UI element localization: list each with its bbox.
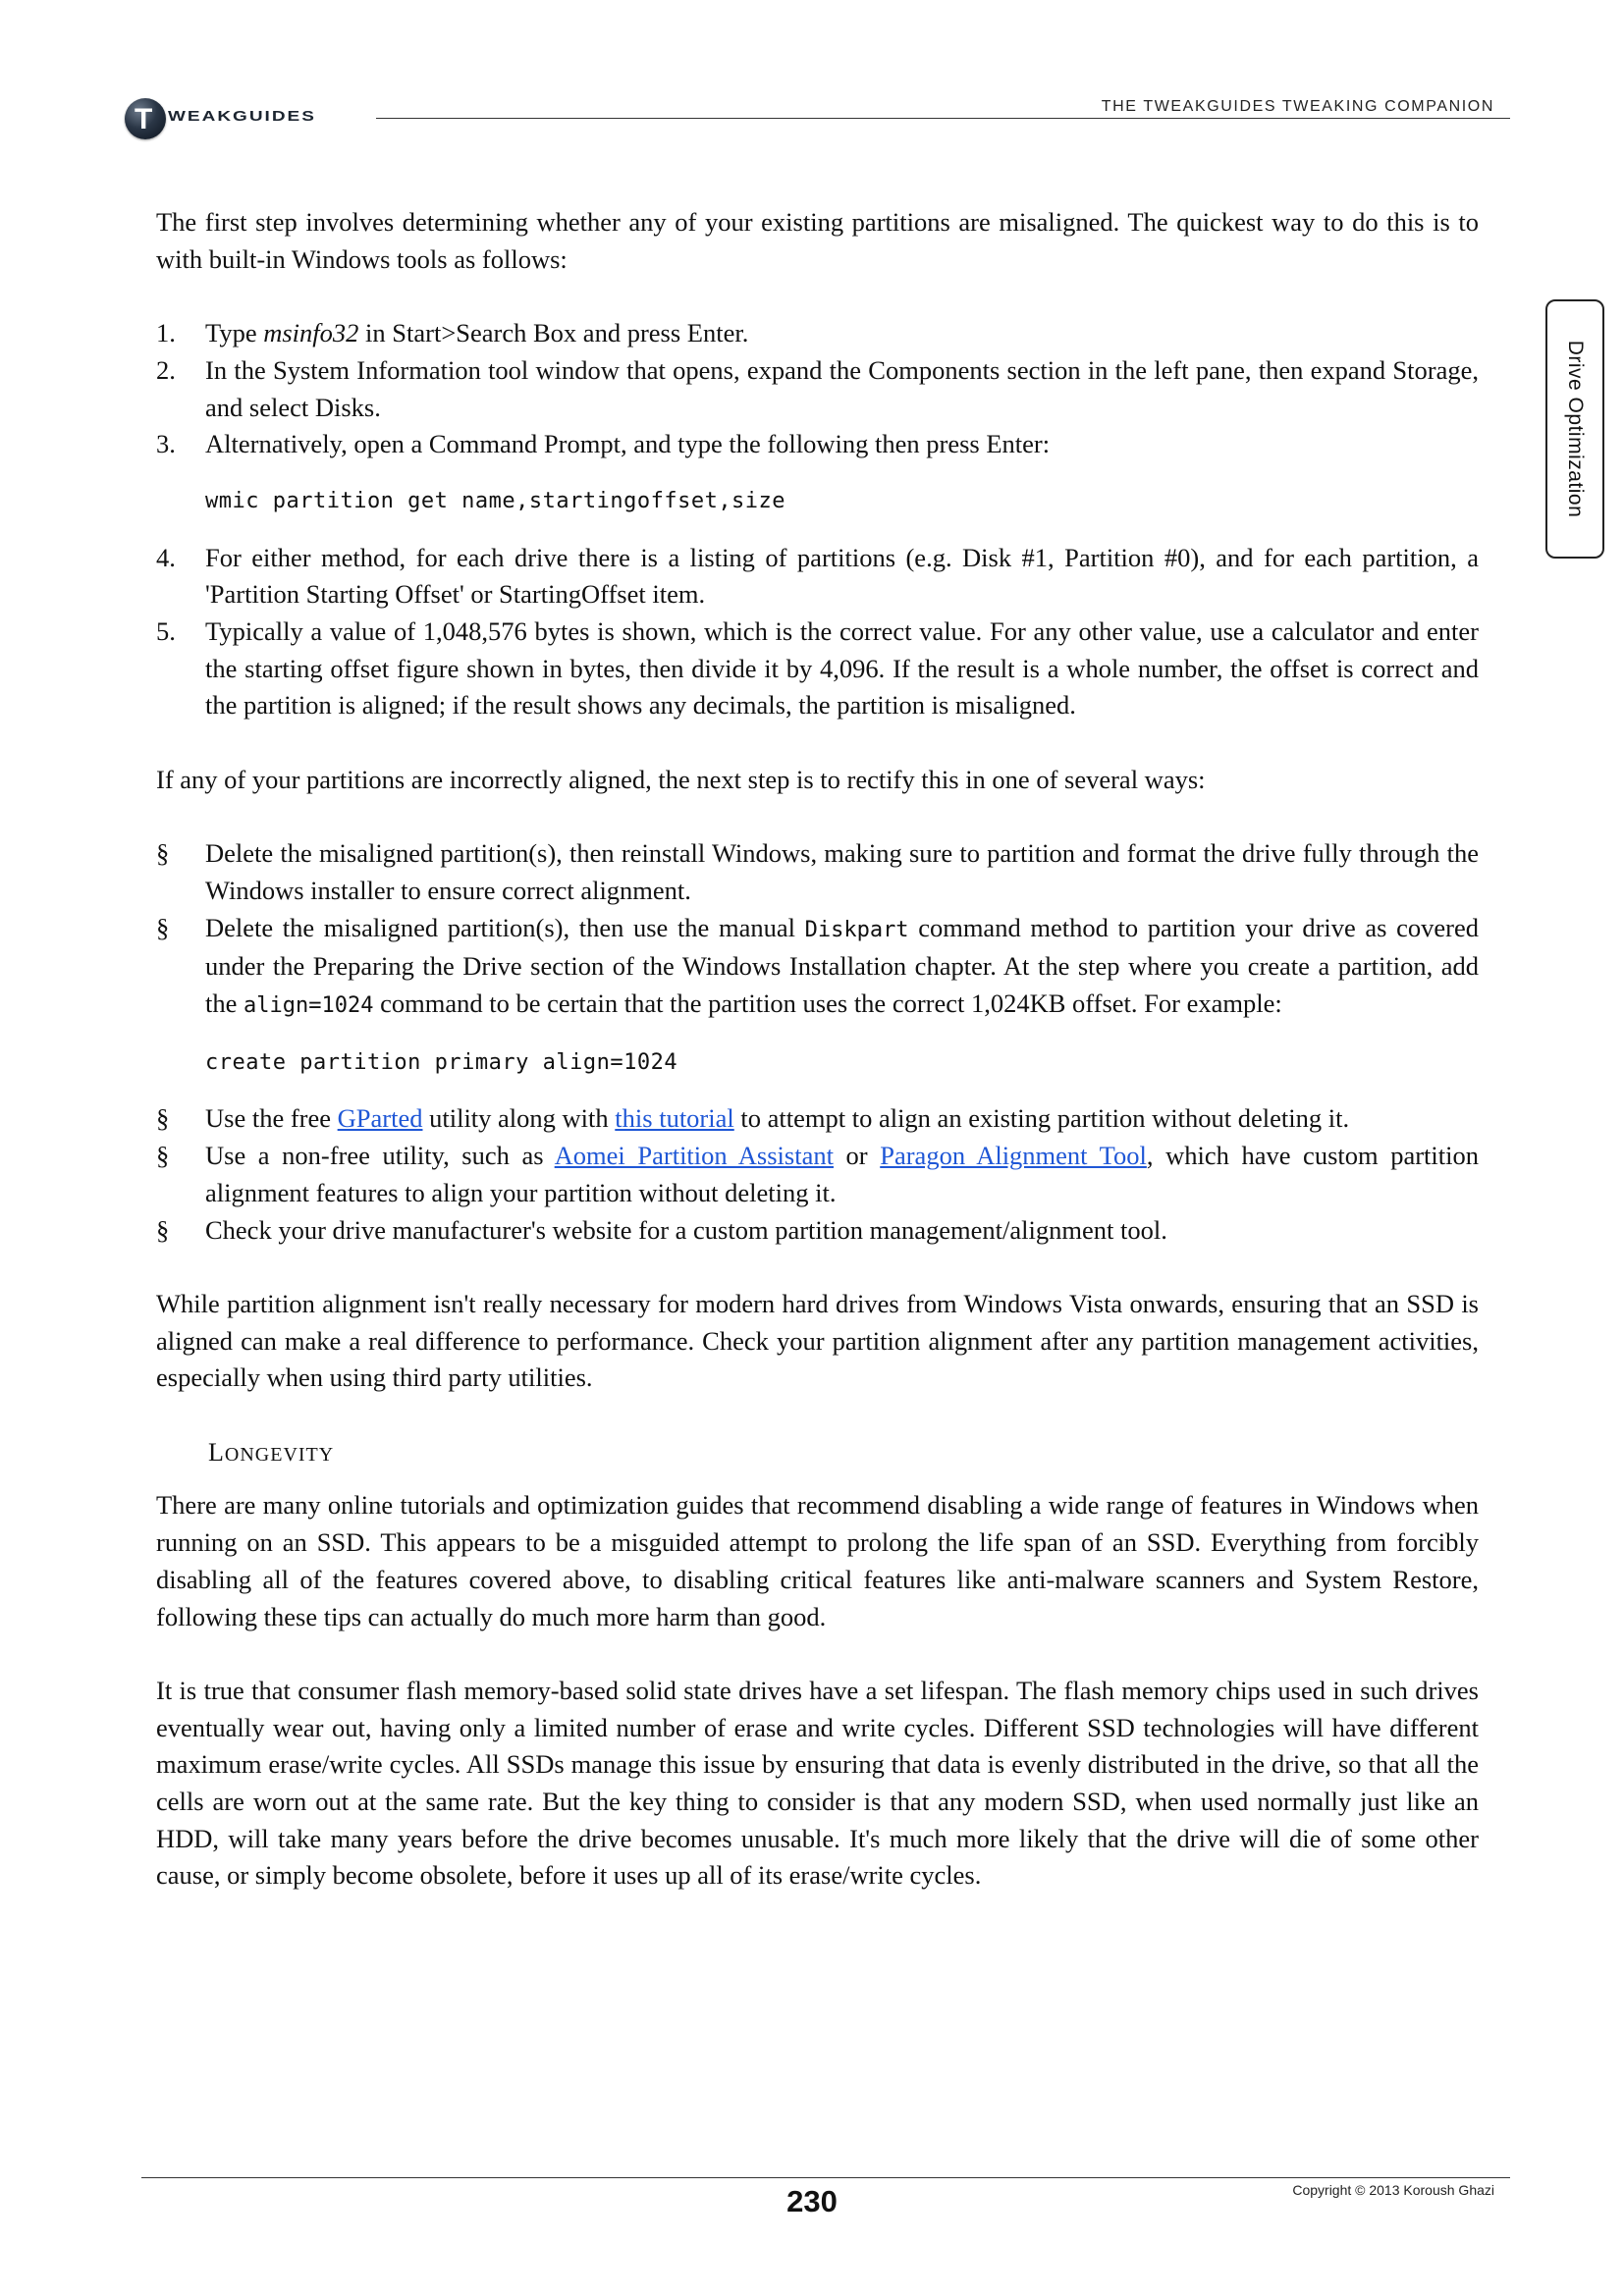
longevity-paragraph-2: It is true that consumer flash memory-based solid state drives have a set lifespan. The flash memory chips used in such drives eventually wear out, having only a limited number of erase and write cycles. Different SSD technologies will have different maximum erase/write cycles. All SSDs manage this issue by ensuring that data is evenly distributed in the drive, so that all the cells are worn out at the same rate. But the key thing to consider is that any modern SSD, when used normally just like an HDD, will take many years before the drive becomes unusable. It's much more likely that the drive will die of some other cause, or simply become obsolete, before it uses up all of its erase/write cycles. (156, 1675, 1479, 1891)
step-item (156, 426, 1479, 463)
logo-text: WEAKGUIDES (168, 108, 316, 125)
bullet-text: Use the free GParted utility along with this tutorial to attempt to align an existing partition without deleting it. (205, 1103, 1350, 1134)
bullet-item (156, 835, 1479, 909)
paragon-link[interactable]: Paragon Alignment Tool (880, 1141, 1147, 1171)
step-text: In the System Information tool window that opens, expand the Components section in the left pane, then expand Storage, and select Disks. (205, 354, 1479, 422)
command-line-wmic: wmic partition get name,startingoffset,size (205, 488, 786, 513)
logo-globe-icon (125, 98, 166, 139)
chapter-side-tab (1545, 299, 1604, 559)
bullet-item (156, 1100, 1479, 1138)
footer-divider (141, 2177, 1510, 2178)
header-divider (376, 118, 1510, 119)
step-number: 5. (156, 616, 176, 647)
gparted-link[interactable]: GParted (337, 1103, 423, 1134)
longevity-paragraph-1: There are many online tutorials and optimization guides that recommend disabling a wide range of features in Windows when running on an SSD. This appears to be a misguided attempt to prolong the life span of an SSD. Everything from forcibly disabling all of the features covered above, to disabling critical features like anti-malware scanners and System Restore, following these tips can actually do much more harm than good. (156, 1490, 1479, 1631)
section-sign-bullet: § (156, 1214, 170, 1245)
bullet-text: Use a non-free utility, such as Aomei Partition Assistant or Paragon Alignment Tool, which have custom partition alignment features to align your partition without deleting it. (205, 1141, 1479, 1207)
step-item (156, 315, 1479, 352)
step-item (156, 352, 1479, 426)
step-number: 2. (156, 354, 176, 385)
header-title: THE TWEAKGUIDES TWEAKING COMPANION (1101, 98, 1494, 115)
step-text: Typically a value of 1,048,576 bytes is shown, which is the correct value. For any other value, use a calculator and enter the starting offset figure shown in bytes, then divide it by 4,096. If the result is a whole number, the offset is correct and the partition is aligned; if the result shows any decimals, the partition is misaligned. (205, 616, 1479, 721)
tutorial-link[interactable]: this tutorial (615, 1103, 734, 1134)
step-item (156, 540, 1479, 614)
tweakguides-logo (125, 96, 360, 145)
page-content (156, 204, 1479, 1895)
bullet-text: Delete the misaligned partition(s), then reinstall Windows, making sure to partition and format the drive fully through the Windows installer to ensure correct alignment. (205, 838, 1479, 905)
command-name: msinfo32 (263, 318, 359, 348)
bullet-item (156, 1212, 1479, 1250)
copyright-notice: Copyright © 2013 Koroush Ghazi (1292, 2182, 1494, 2198)
inline-code-align: align=1024 (244, 993, 374, 1019)
rectify-intro-paragraph: If any of your partitions are incorrectly aligned, the next step is to rectify this in one of several ways: (156, 764, 1206, 794)
step-text: Type msinfo32 in Start>Search Box and press Enter. (205, 318, 749, 348)
step-number: 1. (156, 318, 176, 348)
step-text: For either method, for each drive there is a listing of partitions (e.g. Disk #1, Partition #0), and for each partition, a 'Partition Starting Offset' or StartingOffset item. (205, 542, 1479, 610)
section-heading-longevity: LONGEVITY (208, 1437, 335, 1467)
inline-code-diskpart: Diskpart (804, 917, 909, 942)
logo-letter: T (135, 103, 153, 135)
closing-paragraph: While partition alignment isn't really necessary for modern hard drives from Windows Vista onwards, ensuring that an SSD is aligned can make a real difference to performance. Check your partition alignment after any partition management activities, especially when using third party utilities. (156, 1288, 1479, 1393)
section-sign-bullet: § (156, 912, 170, 942)
aomei-link[interactable]: Aomei Partition Assistant (554, 1141, 834, 1171)
section-sign-bullet: § (156, 838, 170, 869)
step-item (156, 614, 1479, 724)
bullet-item (156, 910, 1479, 1025)
section-sign-bullet: § (156, 1103, 170, 1134)
step-text: Alternatively, open a Command Prompt, and type the following then press Enter: (205, 429, 1051, 459)
bullet-item (156, 1138, 1479, 1211)
chapter-side-tab-label: Drive Optimization (1564, 340, 1587, 518)
bullet-text: Check your drive manufacturer's website for a custom partition management/alignment tool. (205, 1214, 1167, 1245)
bullet-text: Delete the misaligned partition(s), then use the manual Diskpart command method to partition your drive as covered under the Preparing the Drive section of the Windows Installation chapter. At the step where you create a partition, add the align=1024 command to be certain that the partition uses the correct 1,024KB offset. For example: (205, 912, 1479, 1019)
command-line-create-partition: create partition primary align=1024 (205, 1049, 678, 1075)
page-number: 230 (786, 2184, 838, 2218)
step-number: 3. (156, 429, 176, 459)
step-number: 4. (156, 542, 176, 572)
intro-paragraph: The first step involves determining whether any of your existing partitions are misaligned. The quickest way to do this is to with built-in Windows tools as follows: (156, 207, 1479, 274)
section-sign-bullet: § (156, 1141, 170, 1171)
